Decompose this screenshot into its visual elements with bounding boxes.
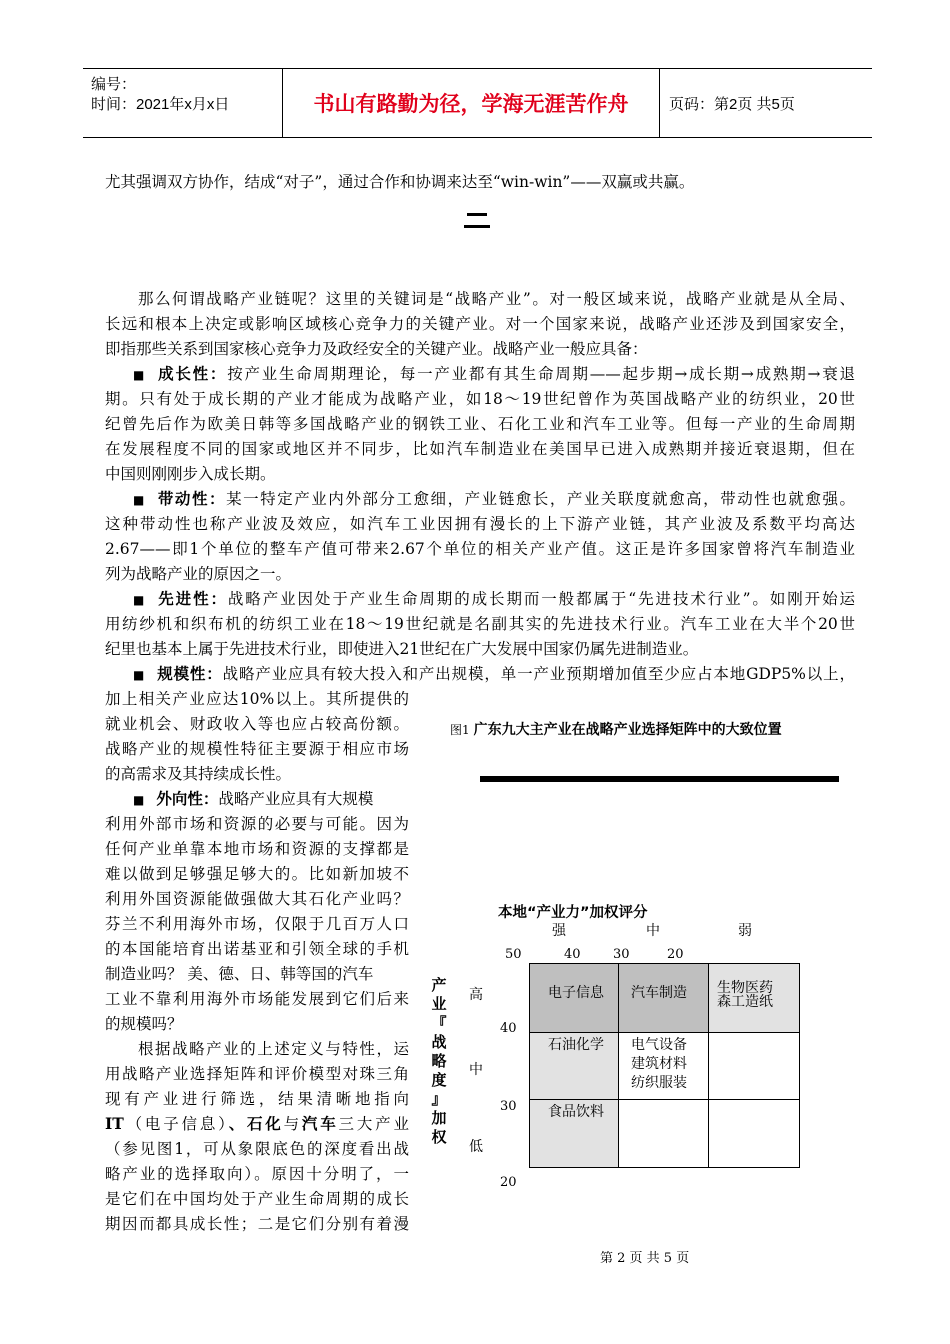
scale-term: 规模性： <box>157 665 223 683</box>
petro-term: 石化 <box>247 1114 284 1133</box>
left-tick-40: 40 <box>500 1021 517 1036</box>
advanced-text: 战略产业因处于产业生命周期的成长期而一般都属于“先进技术行业”。如刚开始运 <box>227 590 855 608</box>
bullet-icon: ■ <box>133 593 147 607</box>
figure-number: 图1 <box>450 723 470 737</box>
and-word: 与 <box>283 1115 302 1133</box>
vt-char: 』 <box>431 1090 447 1108</box>
conclusion-tail: 三大产业 <box>338 1115 409 1133</box>
date-label: 时间：2021年x月x日 <box>91 96 230 113</box>
intro-line: 尤其强调双方协作，结成“对子”，通过合作和协调来达至“win-win”——双赢或共赢。 <box>105 173 695 191</box>
page-header <box>83 68 872 138</box>
matrix-cell <box>529 1032 619 1100</box>
driving-first-line <box>133 489 855 510</box>
matrix-cell-label: 生物医药 <box>717 980 773 996</box>
growth-first-line <box>133 364 855 385</box>
conclusion-line-5: （参见图1，可从象限底色的深度看出战 <box>105 1140 409 1158</box>
matrix-cell <box>618 1032 709 1100</box>
vt-char: 权 <box>431 1128 447 1146</box>
driving-text: 某一特定产业内外部分工愈细，产业链愈长，产业关联度就愈高，带动性也就愈强。 <box>226 490 855 508</box>
matrix-cell-label: 电气设备 <box>631 1037 687 1053</box>
matrix-cell <box>529 1099 619 1168</box>
bullet-icon: ■ <box>133 368 147 382</box>
auto-term: 汽车 <box>301 1114 339 1133</box>
growth-line-2: 期。只有处于成长期的产业才能成为战略产业，如18～19世纪曾作为英国战略产业的纺织业，20世 <box>105 390 855 408</box>
growth-line-5: 中国则刚刚步入成长期。 <box>105 465 276 483</box>
driving-term: 带动性： <box>157 490 227 508</box>
matrix-cell-label: 纺织服装 <box>631 1075 687 1091</box>
conclusion-line-6: 略产业的选择取向）。原因十分明了，一 <box>105 1165 409 1183</box>
vt-char: 战 <box>431 1033 447 1051</box>
col-label-strong: 强 <box>552 923 566 939</box>
row-label-high: 高 <box>469 987 483 1003</box>
col-label-mid: 中 <box>646 923 660 939</box>
growth-term: 成长性： <box>158 365 228 383</box>
left-tick-20: 20 <box>500 1175 517 1190</box>
page-footer: 第 2 页 共 5 页 <box>600 1251 690 1266</box>
conclusion-line-8: 期因而都具成长性；二是它们分别有着漫 <box>105 1215 409 1233</box>
matrix-cell-label: 石油化学 <box>548 1037 604 1053</box>
matrix-cell-label: 食品饮料 <box>548 1104 604 1120</box>
row-label-mid: 中 <box>469 1062 483 1078</box>
matrix-vertical-title <box>430 976 448 1152</box>
scale-line-3: 就业机会、财政收入等也应占较高份额。 <box>105 715 409 733</box>
vt-char: 略 <box>431 1052 447 1070</box>
external-line-6: 芬兰不利用海外市场，仅限于几百万人口 <box>105 915 409 933</box>
conclusion-line-7: 是它们在中国均处于产业生命周期的成长 <box>105 1190 409 1208</box>
top-tick-50: 50 <box>505 947 522 962</box>
external-line-3: 任何产业单靠本地市场和资源的支撑都是 <box>105 840 409 858</box>
external-term: 外向性： <box>156 790 219 808</box>
matrix-cell-label: 森工造纸 <box>717 994 773 1010</box>
external-line-9: 工业不靠利用海外市场能发展到它们后来 <box>105 990 409 1008</box>
external-line-4: 难以做到足够强足够大的。比如新加坡不 <box>105 865 409 883</box>
header-meta <box>83 69 283 137</box>
matrix-cell-label: 电子信息 <box>548 985 604 1001</box>
scale-line-5: 的高需求及其持续成长性。 <box>105 765 292 783</box>
advanced-first-line <box>133 589 855 610</box>
col-label-weak: 弱 <box>738 923 752 939</box>
scale-line-4: 战略产业的规模性特征主要源于相应市场 <box>105 740 409 758</box>
matrix-cell-label: 汽车制造 <box>631 985 687 1001</box>
matrix-cell <box>708 1032 800 1100</box>
matrix-cell <box>618 1099 709 1168</box>
external-text: 战略产业应具有大规模 <box>218 790 374 808</box>
advanced-line-3: 纪里也基本上属于先进技术行业，即使进入21世纪在广大发展中国家仍属先进制造业。 <box>105 640 699 658</box>
p1-line-2: 长远和根本上决定或影响区域核心竞争力的关键产业。对一个国家来说，战略产业还涉及到国家安全， <box>105 315 855 333</box>
growth-text: 按产业生命周期理论，每一产业都有其生命周期——起步期→成长期→成熟期→衰退 <box>227 365 855 383</box>
header-motto: 书山有路勤为径，学海无涯苦作舟 <box>283 69 660 137</box>
p1-line-3: 即指那些关系到国家核心竞争力及政经安全的关键产业。战略产业一般应具备： <box>105 340 648 358</box>
number-label: 编号： <box>91 76 137 93</box>
driving-line-4: 列为战略产业的原因之一。 <box>105 565 292 583</box>
conclusion-line-4 <box>105 1114 409 1134</box>
it-term: IT <box>105 1114 124 1133</box>
matrix-cell <box>708 963 800 1033</box>
matrix-cell <box>618 963 709 1033</box>
matrix-cell-label: 建筑材料 <box>631 1056 687 1072</box>
p1-line-1: 那么何谓战略产业链呢？这里的关键词是“战略产业”。对一般区域来说，战略产业就是从全局、 <box>138 290 855 308</box>
growth-line-4: 在发展程度不同的国家或地区并不同步，比如汽车制造业在美国早已进入成熟期并接近衰退期，但在 <box>105 440 855 458</box>
matrix-cell <box>708 1099 800 1168</box>
section-title <box>464 213 490 228</box>
matrix-cell <box>529 963 619 1033</box>
external-line-8: 制造业吗？ 美、德、日、韩等国的汽车 <box>105 965 374 983</box>
row-label-low: 低 <box>469 1139 483 1155</box>
external-line-2: 利用外部市场和资源的必要与可能。因为 <box>105 815 409 833</box>
scale-text: 战略产业应具有较大投入和产出规模，单一产业预期增加值至少应占本地GDP5%以上， <box>222 665 855 683</box>
external-first-line <box>133 789 409 810</box>
figure-divider <box>480 776 839 782</box>
vt-char: 业 <box>431 995 447 1013</box>
scale-line-2: 加上相关产业应达10%以上。其所提供的 <box>105 690 409 708</box>
it-desc: （电子信息） <box>123 1115 229 1133</box>
driving-line-2: 这种带动性也称产业波及效应，如汽车工业因拥有漫长的上下游产业链，其产业波及系数平均高达 <box>105 515 855 533</box>
header-page-info: 页码：第2页 共5页 <box>669 96 795 113</box>
external-line-7: 的本国能培育出诺基亚和引领全球的手机 <box>105 940 409 958</box>
bullet-icon: ■ <box>133 493 146 507</box>
conclusion-line-2: 用战略产业选择矩阵和评价模型对珠三角 <box>105 1065 409 1083</box>
bullet-icon: ■ <box>133 668 146 682</box>
vt-char: 产 <box>431 976 447 994</box>
vt-char: 度 <box>431 1071 447 1089</box>
driving-line-3: 2.67——即1个单位的整车产值可带来2.67个单位的相关产业产值。这正是许多国家曾将汽车制造业 <box>105 540 855 558</box>
external-line-10: 的规模吗？ <box>105 1015 183 1033</box>
figure-caption <box>450 719 782 739</box>
vt-char: 『 <box>431 1014 447 1032</box>
left-tick-30: 30 <box>500 1099 517 1114</box>
top-tick-40: 40 <box>564 947 581 962</box>
external-line-5: 利用外国资源能做强做大其石化产业吗？ <box>105 890 409 908</box>
advanced-line-2: 用纺纱机和织布机的纺织工业在18～19世纪就是名副其实的先进技术行业。汽车工业在大半个20世 <box>105 615 855 633</box>
top-tick-30: 30 <box>613 947 630 962</box>
matrix-top-title: 本地“产业力”加权评分 <box>498 905 648 921</box>
advanced-term: 先进性： <box>158 590 228 608</box>
bullet-icon: ■ <box>133 793 145 807</box>
growth-line-3: 纪曾先后作为欧美日韩等多国战略产业的钢铁工业、石化工业和汽车工业等。但每一产业的生命周期 <box>105 415 855 433</box>
scale-first-line <box>133 664 855 685</box>
sep: 、 <box>228 1114 247 1133</box>
conclusion-line-1: 根据战略产业的上述定义与特性，运 <box>138 1040 409 1058</box>
conclusion-line-3: 现有产业进行筛选，结果清晰地指向 <box>105 1090 409 1108</box>
figure-caption-text: 广东九大主产业在战略产业选择矩阵中的大致位置 <box>473 722 782 738</box>
top-tick-20: 20 <box>667 947 684 962</box>
vt-char: 加 <box>431 1109 447 1127</box>
